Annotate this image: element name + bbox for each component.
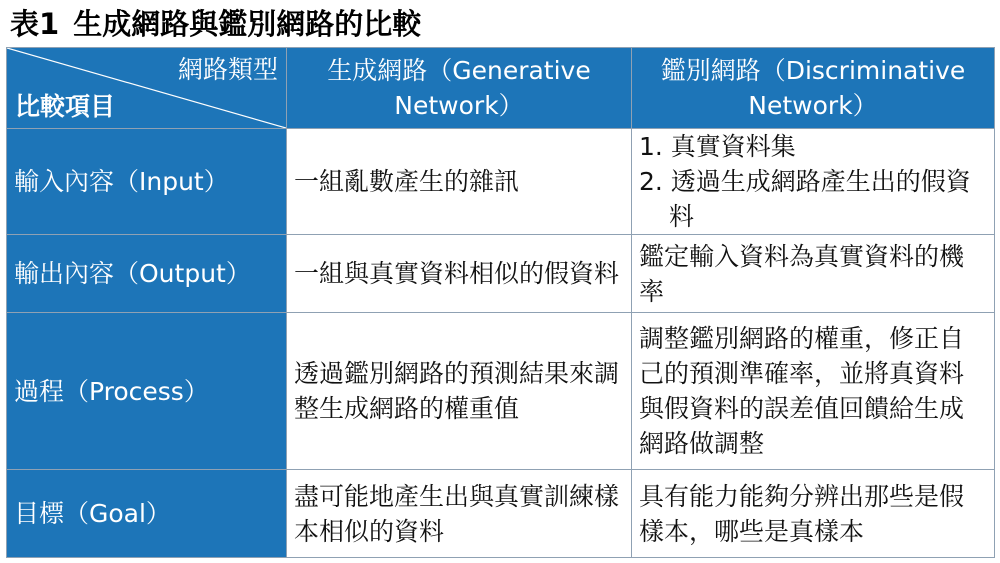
- row-header-goal: 目標（Goal）: [7, 470, 287, 558]
- list-item: 2. 透過生成網路產生出的假資料: [639, 167, 971, 231]
- header-row: [7, 48, 995, 129]
- corner-header-cell: [7, 48, 287, 129]
- column-header-generative: 生成網路（Generative Network）: [287, 48, 632, 129]
- cell-input-generative: 一組亂數產生的雜訊: [287, 129, 632, 235]
- table-row-process: [7, 313, 995, 470]
- row-header-input: 輸入內容（Input）: [7, 129, 287, 235]
- cell-goal-discriminative: 具有能力能夠分辨出那些是假樣本，哪些是真樣本: [632, 470, 995, 558]
- corner-comparison-item-label: 比較項目: [15, 92, 116, 121]
- corner-network-type-label: 網路類型: [177, 55, 278, 84]
- cell-goal-generative: 盡可能地產生出與真實訓練樣本相似的資料: [287, 470, 632, 558]
- table-row-input: [7, 129, 995, 235]
- table-title: [10, 4, 421, 44]
- cell-output-generative: 一組與真實資料相似的假資料: [287, 235, 632, 313]
- table-number: 表1: [10, 7, 60, 41]
- cell-input-discriminative: [632, 129, 995, 235]
- table-row-goal: [7, 470, 995, 558]
- table-row-output: [7, 235, 995, 313]
- row-header-output: 輸出內容（Output）: [7, 235, 287, 313]
- row-header-process: 過程（Process）: [7, 313, 287, 470]
- cell-output-discriminative: 鑑定輸入資料為真實資料的機率: [632, 235, 995, 313]
- cell-process-discriminative: 調整鑑別網路的權重，修正自己的預測準確率，並將真資料與假資料的誤差值回饋給生成網路做調整: [632, 313, 995, 470]
- table-title-text: 生成網路與鑑別網路的比較: [73, 7, 422, 41]
- column-header-discriminative: 鑑別網路（Discriminative Network）: [632, 48, 995, 129]
- comparison-table: [6, 47, 995, 558]
- cell-process-generative: 透過鑑別網路的預測結果來調整生成網路的權重值: [287, 313, 632, 470]
- list-item: 1. 真實資料集: [639, 132, 796, 161]
